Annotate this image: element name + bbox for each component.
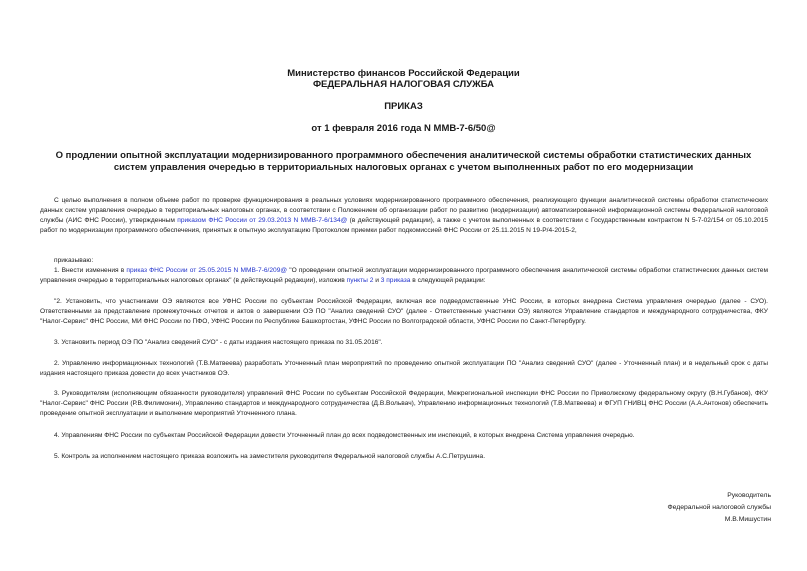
intro-text-2: (в действующей редакции), а также с учетом выполненных в соответствии с Государственным контрактом N 5-7-02/154 от 05.10.2015 работ по модернизации программного обеспечения, принятых в опытную эксплуатацию Протоколом приемки работ подкомиссией ФНС России от 25.11.2015 N 19-Р/4-2015-2, [40,216,768,234]
order-word: приказываю: [54,257,94,264]
item-1-paragraph [40,266,768,286]
item-5-paragraph: 5. Контроль за исполнением настоящего приказа возложить на заместителя руководителя Федеральной налоговой службы А.С.Петрушина. [54,453,486,460]
clause-3-link[interactable]: 3 приказа [380,276,411,284]
item-3-paragraph: 3. Руководителям (исполняющим обязанности руководителя) управлений ФНС России по субъектам Российской Федерации, Межрегиональной инспекции ФНС России по Приволжскому федеральному округу (В.Н.Губанов), ФКУ "Налог-Сервис" ФНС России (Р.В.Филимонин), Управлению стандартов и международного сотрудничества (Д.В.Вольвач), Управлению информационных технологий (Т.В.Матвеева) и ФГУП ГНИВЦ ФНС России (А.А.Антонов) обеспечить проведение опытной эксплуатации и выполнение мероприятий Уточненного плана. [40,390,768,417]
item-1-text-d: в следующей редакции: [410,276,486,284]
document-title: О продлении опытной эксплуатации модернизированного программного обеспечения аналитической системы обработки статистических данных систем управления очередью в территориальных налоговых органах с учетом выполненных работ по его модернизации [55,150,752,173]
order-209-link[interactable]: приказ ФНС России от 25.05.2015 N ММВ-7-6/209@ [126,267,288,274]
intro-paragraph [40,196,768,236]
item-4-paragraph: 4. Управлениям ФНС России по субъектам Российской Федерации довести Уточненный план до всех подведомственных им инспекций, в которых внедрена Система управления очередью. [54,432,635,439]
signature-name: М.В.Мишустин [724,516,771,523]
document-type: ПРИКАЗ [384,101,423,112]
clause-2-link[interactable]: пункты 2 [346,276,374,284]
signature-position: Руководитель [727,492,771,499]
item-1-text-a: 1. Внести изменения в [54,267,127,274]
intro-order-link[interactable]: приказом ФНС России от 29.03.2013 N ММВ-7-6/134@ [177,216,348,224]
signature-organization: Федеральной налоговой службы [667,504,771,511]
service-heading: ФЕДЕРАЛЬНАЯ НАЛОГОВАЯ СЛУЖБА [312,79,495,90]
item-1-text-c: и [373,276,381,284]
document-date-number: от 1 февраля 2016 года N ММВ-7-6/50@ [311,123,496,134]
ministry-heading: Министерство финансов Российской Федерации [287,68,520,79]
amended-clause-3: 3. Установить период ОЭ ПО "Анализ сведений СУО" - с даты издания настоящего приказа по 31.05.2016". [54,339,383,346]
item-2-paragraph: 2. Управлению информационных технологий (Т.В.Матвеева) разработать Уточненный план мероприятий по проведению опытной эксплуатации ПО "Анализ сведений СУО" (далее - Уточненный план) и в недельный срок с даты издания настоящего приказа довести до всех участников ОЭ. [40,360,768,377]
intro-text-1: С целью выполнения в полном объеме работ по проверке функционирования в реальных условиях модернизированного программного обеспечения, реализующего функции аналитической системы обработки статистических данных систем управления очередью в территориальных налоговых органах, в соответствии с Положением об организации работ по развитию (модернизации) автоматизированной информационной системы Федеральной налоговой службы (АИС ФНС России), утвержденным [40,197,768,224]
item-1-text-b: "О проведении опытной эксплуатации модернизированного программного обеспечения аналитической системы обработки статистических данных систем управления очередью в территориальных налоговых органах" (в действующей редакции), изложив [40,267,768,284]
amended-clause-2: "2. Установить, что участниками ОЭ являются все УФНС России по субъектам Российской Федерации, включая все подведомственные УНС России, в которых внедрена Система управления очередью (далее - СУО). Ответственными за представление промежуточных отчетов и актов о завершении ОЭ ПО "Анализ сведений СУО" (далее - Ответственные участники ОЭ) являются Управление стандартов и международного сотрудничества, ФКУ "Налог-Сервис" ФНС России, МИ ФНС России по ПФО, УФНС России по Республике Башкортостан, УФНС России по Волгоградской области, УФНС России по Санкт-Петербургу. [40,298,768,325]
